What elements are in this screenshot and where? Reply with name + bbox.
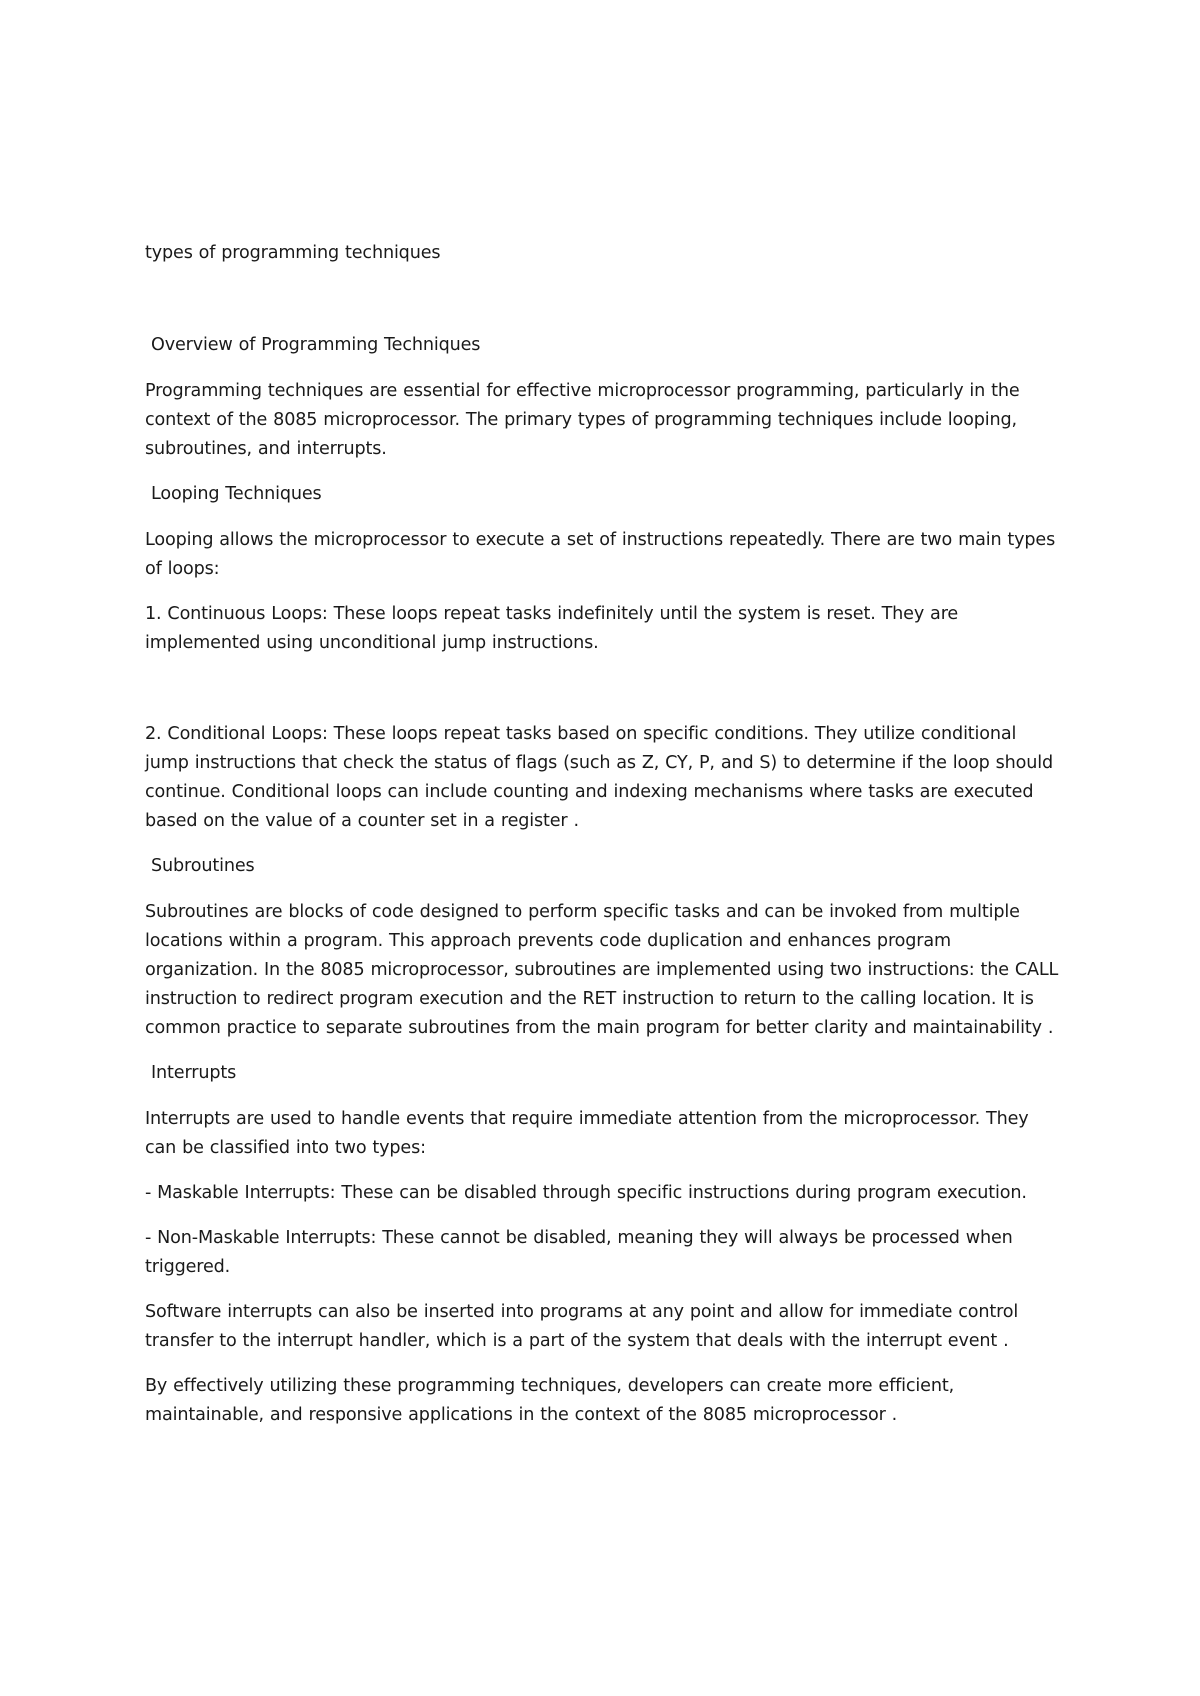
list-item-continuous-loops: 1. Continuous Loops: These loops repeat tasks indefinitely until the system is reset. They are implemented using unconditional jump instructions. xyxy=(145,604,959,653)
paragraph: Software interrupts can also be inserted into programs at any point and allow for immediate control transfer to the interrupt handler, which is a part of the system that deals with the interrupt event . xyxy=(145,1302,1019,1351)
paragraph: Programming techniques are essential for effective microprocessor programming, particularly in the context of the 8085 microprocessor. The primary types of programming techniques include looping, subroutines, and interrupts. xyxy=(145,381,1020,459)
section-heading-looping: Looping Techniques xyxy=(151,484,322,504)
paragraph-conclusion: By effectively utilizing these programming techniques, developers can create more efficient, maintainable, and responsive applications in the context of the 8085 microprocessor . xyxy=(145,1376,955,1425)
section-heading-interrupts: Interrupts xyxy=(151,1063,237,1083)
list-item-non-maskable: - Non-Maskable Interrupts: These cannot be disabled, meaning they will always be processed when triggered. xyxy=(145,1228,1013,1277)
section-heading-subroutines: Subroutines xyxy=(151,856,255,876)
section-heading-overview: Overview of Programming Techniques xyxy=(151,335,481,355)
document-title: types of programming techniques xyxy=(145,243,441,263)
paragraph: Looping allows the microprocessor to execute a set of instructions repeatedly. There are two main types of loops: xyxy=(145,530,1056,579)
paragraph: Interrupts are used to handle events that require immediate attention from the microprocessor. They can be classified into two types: xyxy=(145,1109,1029,1158)
document-body xyxy=(145,239,1065,1446)
list-item-conditional-loops: 2. Conditional Loops: These loops repeat tasks based on specific conditions. They utilize conditional jump instructions that check the status of flags (such as Z, CY, P, and S) to determine if the loop should continue. Conditional loops can include counting and indexing mechanisms where tasks are executed based on the value of a counter set in a register . xyxy=(145,724,1054,831)
paragraph: Subroutines are blocks of code designed to perform specific tasks and can be invoked from multiple locations within a program. This approach prevents code duplication and enhances program organization. In the 8085 microprocessor, subroutines are implemented using two instructions: the CALL instruction to redirect program execution and the RET instruction to return to the calling location. It is common practice to separate subroutines from the main program for better clarity and maintainability . xyxy=(145,902,1059,1038)
list-item-maskable: - Maskable Interrupts: These can be disabled through specific instructions during program execution. xyxy=(145,1183,1027,1203)
